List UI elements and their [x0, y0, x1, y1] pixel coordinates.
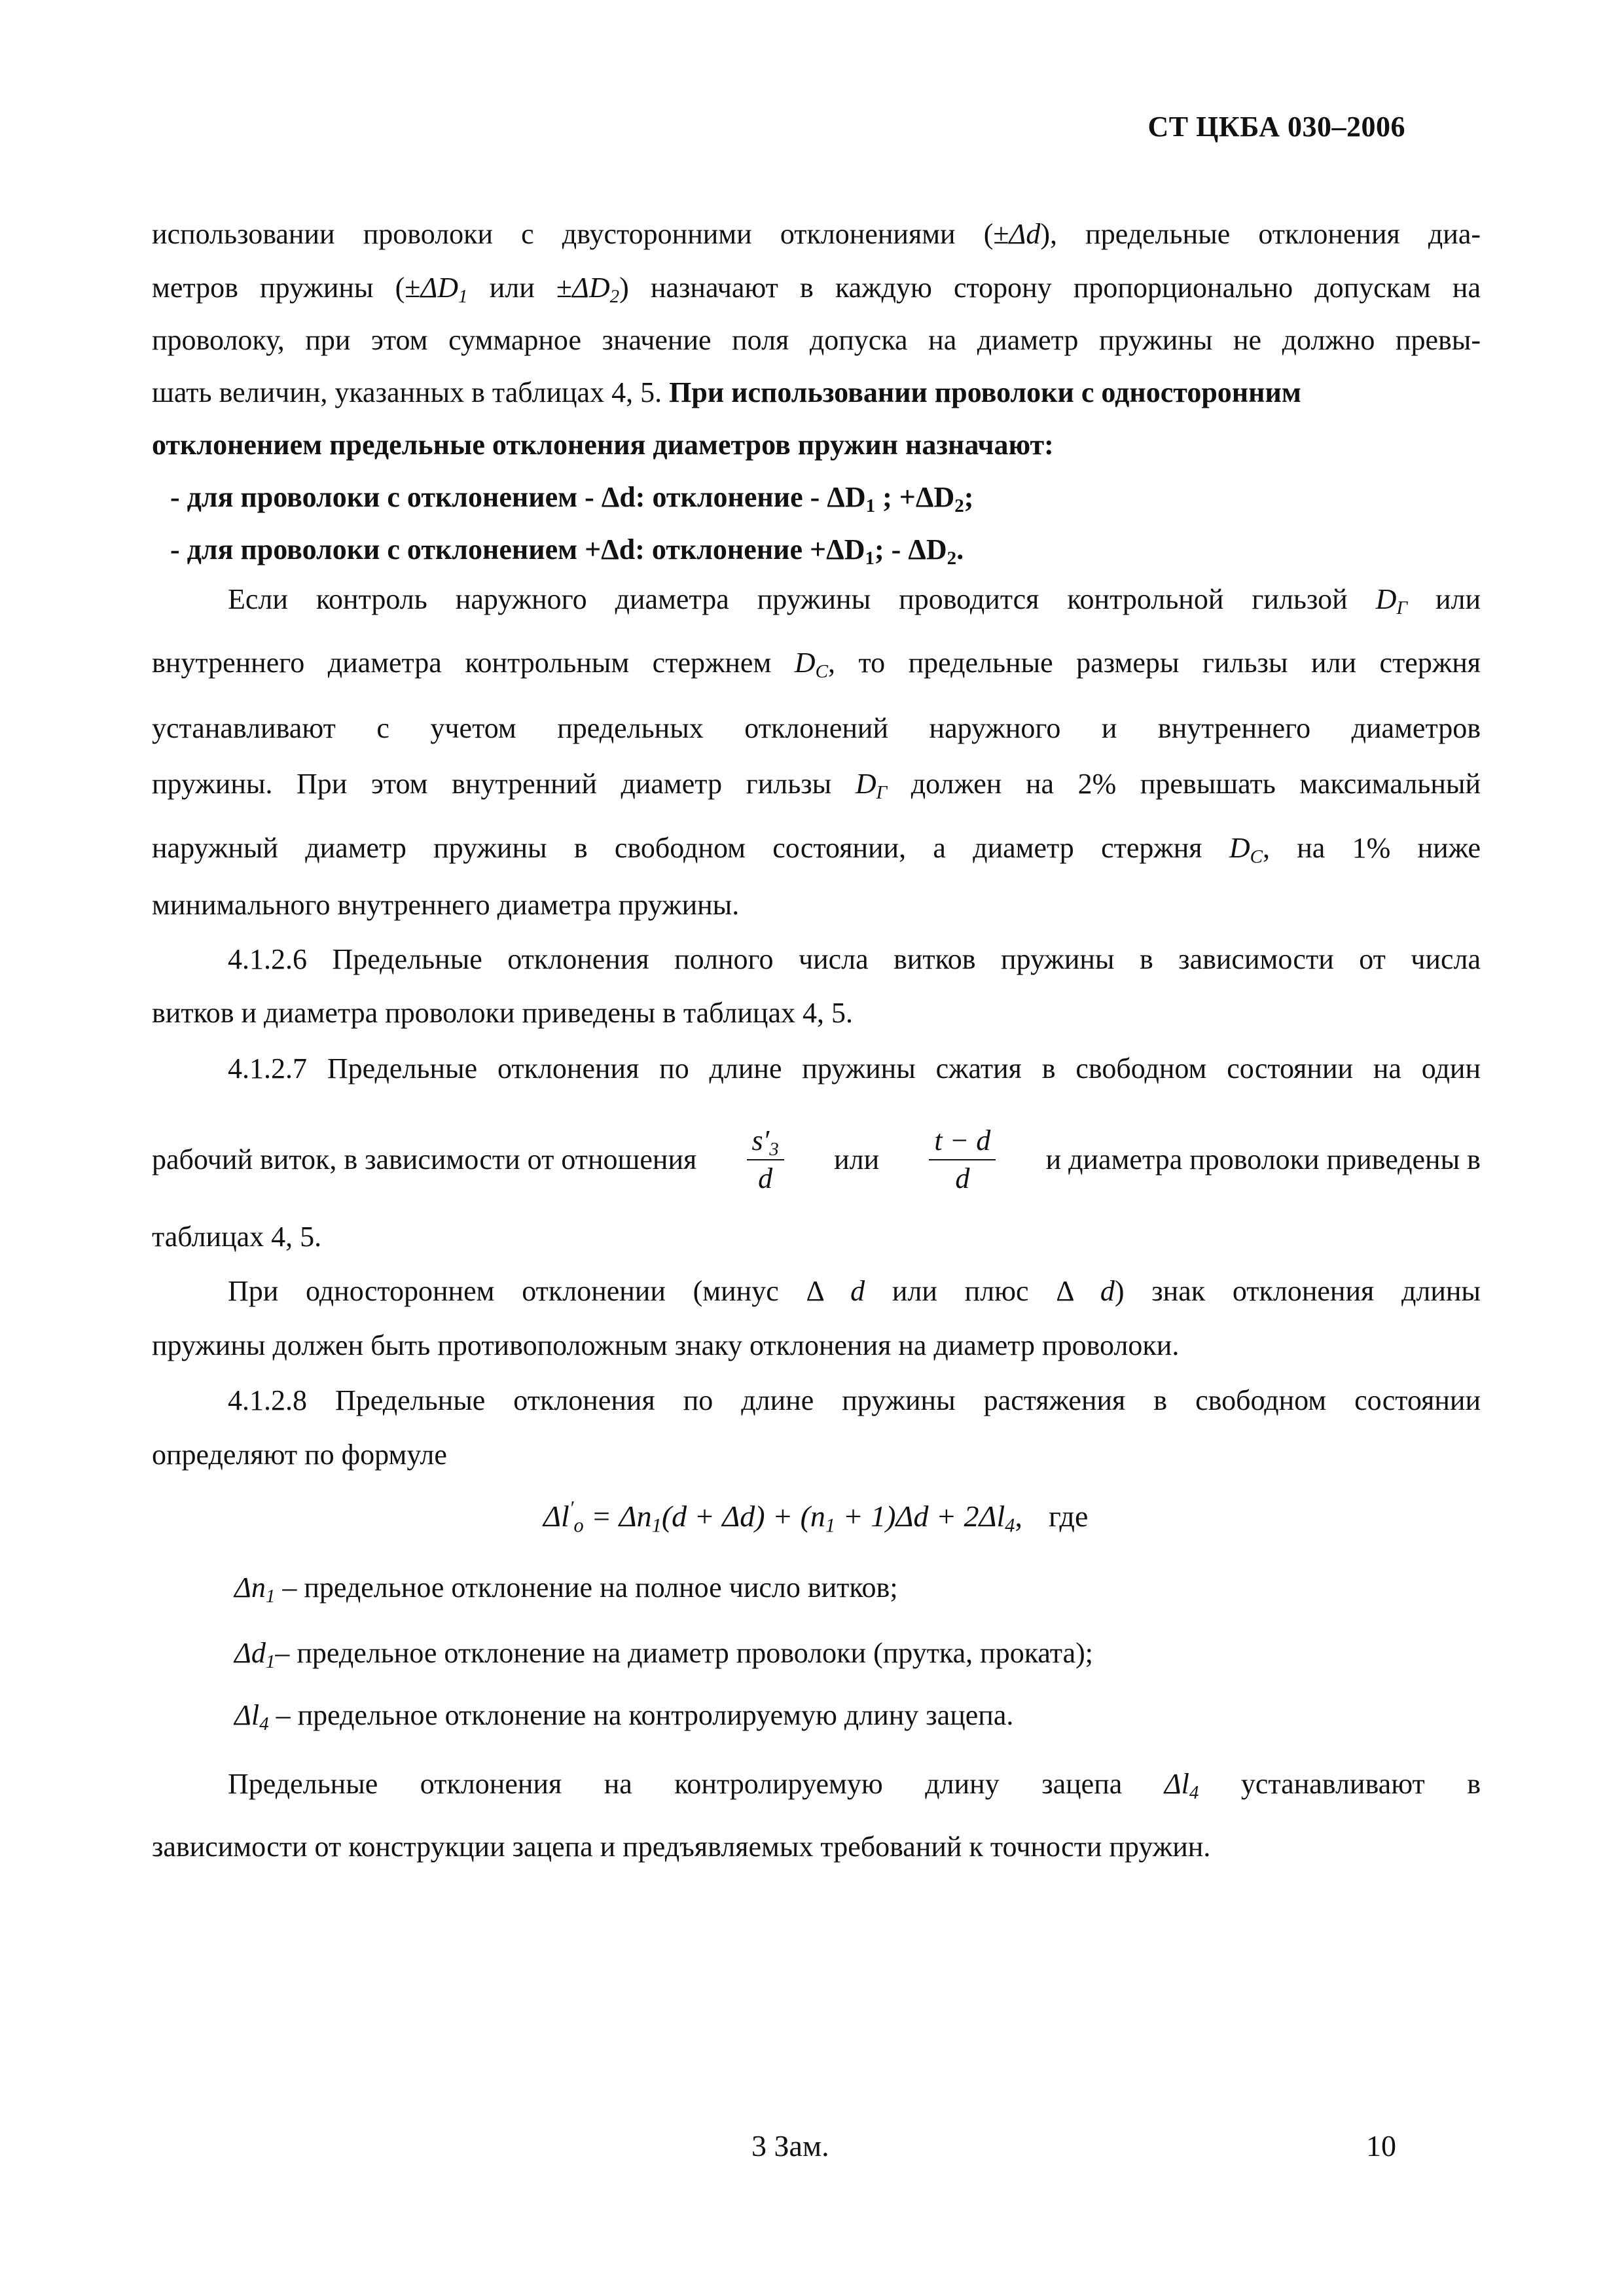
symbol: Δl — [1164, 1768, 1189, 1800]
definition-delta-n1 — [234, 1570, 1563, 1606]
symbol: ΔD — [420, 272, 459, 304]
p5-line-2: пружины должен быть противоположным знаку отклонения на диаметр проволоки. — [152, 1329, 1180, 1361]
text: , на 1% ниже — [1262, 832, 1481, 864]
subscript: C — [1250, 846, 1263, 868]
p2-line-4 — [152, 766, 1481, 802]
subscript: 1 — [265, 1651, 276, 1673]
formula-part: , — [1015, 1499, 1022, 1533]
text: – предельное отклонение на диаметр проволоки (прутка, проката); — [275, 1637, 1093, 1669]
text: ; - ΔD — [875, 533, 947, 565]
text: наружный диаметр пружины в свободном состоянии, а диаметр стержня — [152, 832, 1229, 864]
p1-line-7 — [170, 531, 1499, 568]
text: устанавливают в — [1199, 1768, 1481, 1800]
text: . — [956, 533, 964, 565]
text: ; +ΔD — [875, 481, 955, 513]
subscript: 1 — [865, 548, 875, 569]
p2-line-1 — [228, 581, 1481, 618]
p7-line-2: зависимости от конструкции зацепа и предъявляемых требований к точности пружин. — [152, 1831, 1211, 1863]
text: пружины. При этом внутренний диаметр гильзы — [152, 768, 856, 800]
text: Предельные отклонения на контролируемую длину зацепа — [228, 1768, 1164, 1800]
text: ) назначают в каждую сторону пропорционально допускам на — [619, 272, 1481, 304]
p2-line-5 — [152, 830, 1481, 867]
symbol: Δd — [234, 1637, 266, 1669]
p7-line-1 — [228, 1766, 1481, 1803]
p3-line-1: 4.1.2.6 Предельные отклонения полного числа витков пружины в зависимости от числа — [228, 943, 1481, 975]
text: - для проволоки с отклонением +Δd: отклонение +ΔD — [170, 533, 865, 565]
formula-lhs: Δl — [543, 1499, 569, 1533]
d-g-symbol — [1375, 583, 1407, 619]
text: должен на 2% превышать максимальный — [887, 768, 1481, 800]
change-note: 3 Зам. — [751, 2129, 829, 2162]
subscript: 3 — [769, 1139, 779, 1160]
delta-d-symbol: Δd — [1009, 218, 1041, 250]
text: - для проволоки с отклонением - Δd: отклонение - ΔD — [170, 481, 866, 513]
subscript: o — [573, 1514, 584, 1537]
prime: ′ — [569, 1496, 574, 1519]
p4-line-1: 4.1.2.7 Предельные отклонения по длине пружины сжатия в свободном состоянии на один — [228, 1052, 1481, 1085]
d-symbol: d — [850, 1275, 865, 1307]
text: метров пружины (± — [152, 272, 421, 304]
text: Если контроль наружного диаметра пружины проводится контрольной гильзой — [228, 583, 1376, 615]
symbol: D — [794, 647, 816, 679]
p2-line-3: устанавливают с учетом предельных отклонений наружного и внутреннего диаметров — [152, 712, 1481, 744]
text: – предельное отклонение на полное число витков; — [275, 1571, 898, 1604]
p6-line-1: 4.1.2.8 Предельные отклонения по длине пружины растяжения в свободном состоянии — [228, 1384, 1481, 1416]
where-word: где — [1048, 1499, 1089, 1533]
length-deviation-formula — [543, 1496, 1089, 1537]
text: или плюс Δ — [865, 1275, 1100, 1307]
subscript: Г — [876, 782, 888, 804]
fraction-numerator — [747, 1126, 784, 1160]
text: и диаметра проволоки приведены в — [1045, 1143, 1481, 1175]
page-number: 10 — [1366, 2129, 1396, 2162]
text: внутреннего диаметра контрольным стержнем — [152, 647, 795, 679]
symbol: s′ — [751, 1124, 770, 1157]
p1-line-1 — [152, 216, 1481, 253]
text: или — [834, 1143, 880, 1175]
symbol: Δl — [234, 1699, 260, 1731]
symbol: D — [855, 768, 876, 800]
p4-line-2 — [152, 1121, 1481, 1199]
p3-line-2: витков и диаметра проволоки приведены в таблицах 4, 5. — [152, 997, 853, 1029]
definition-delta-d1 — [234, 1635, 1563, 1672]
subscript: 2 — [609, 286, 620, 308]
delta-d2-symbol — [572, 272, 620, 308]
subscript: 1 — [458, 286, 468, 308]
ratio-s3-over-d — [747, 1126, 784, 1193]
bold-text: При использовании проволоки с односторонним — [669, 376, 1301, 408]
formula-part: + 1)Δd + 2Δl — [835, 1499, 1005, 1533]
symbol: Δn — [234, 1571, 266, 1604]
subscript: 1 — [825, 1514, 836, 1537]
formula-part: = Δn — [583, 1499, 652, 1533]
d-symbol: d — [1100, 1275, 1115, 1307]
text: использовании проволоки с двусторонними отклонениями (± — [152, 218, 1009, 250]
subscript: 4 — [1005, 1514, 1015, 1537]
delta-d1-symbol — [420, 272, 468, 308]
fraction-numerator: t − d — [929, 1126, 996, 1160]
subscript: 4 — [259, 1713, 269, 1735]
subscript: 2 — [954, 495, 964, 517]
text: рабочий виток, в зависимости от отношения — [152, 1143, 697, 1175]
subscript: 1 — [265, 1586, 276, 1607]
subscript: 4 — [1189, 1782, 1199, 1804]
d-c-symbol — [1229, 832, 1263, 868]
p1-line-4 — [152, 374, 1481, 411]
d-c-symbol — [794, 647, 828, 683]
p5-line-1 — [228, 1273, 1481, 1310]
text: – предельное отклонение на контролируемую длину зацепа. — [268, 1699, 1014, 1731]
definition-delta-l4 — [234, 1697, 1563, 1734]
p2-line-6: минимального внутреннего диаметра пружины. — [152, 889, 740, 921]
symbol: D — [1375, 583, 1397, 615]
document-code-header: СТ ЦКБА 030–2006 — [1147, 111, 1405, 143]
subscript: C — [815, 661, 828, 683]
text: , то предельные размеры гильзы или стержня — [827, 647, 1481, 679]
ratio-t-minus-d-over-d — [929, 1126, 996, 1193]
text: ) знак отклонения длины — [1114, 1275, 1481, 1307]
p1-line-3: проволоку, при этом суммарное значение поля допуска на диаметр пружины не должно превы- — [152, 324, 1481, 356]
subscript: 1 — [651, 1514, 662, 1537]
p1-line-5: отклонением предельные отклонения диаметров пружин назначают: — [152, 429, 1054, 461]
text: или — [1407, 583, 1481, 615]
subscript: Г — [1396, 598, 1407, 619]
subscript: 2 — [947, 548, 957, 569]
text: или ± — [467, 272, 573, 304]
text: шать величин, указанных в таблицах 4, 5. — [152, 376, 670, 408]
d-g-symbol — [855, 768, 888, 804]
formula-part: (d + Δd) + (n — [661, 1499, 825, 1533]
text: При одностороннем отклонении (минус Δ — [228, 1275, 851, 1307]
fraction-denominator: d — [758, 1162, 773, 1194]
text: ), предельные отклонения диа- — [1040, 218, 1481, 250]
text: ; — [964, 481, 974, 513]
subscript: 1 — [865, 495, 876, 517]
p4-line-3: таблицах 4, 5. — [152, 1221, 322, 1253]
p1-line-2 — [152, 270, 1481, 306]
p6-line-2: определяют по формуле — [152, 1439, 447, 1471]
p2-line-2 — [152, 645, 1481, 681]
symbol: ΔD — [572, 272, 610, 304]
p1-line-6 — [170, 479, 1499, 516]
symbol: D — [1229, 832, 1250, 864]
fraction-denominator: d — [955, 1162, 970, 1194]
